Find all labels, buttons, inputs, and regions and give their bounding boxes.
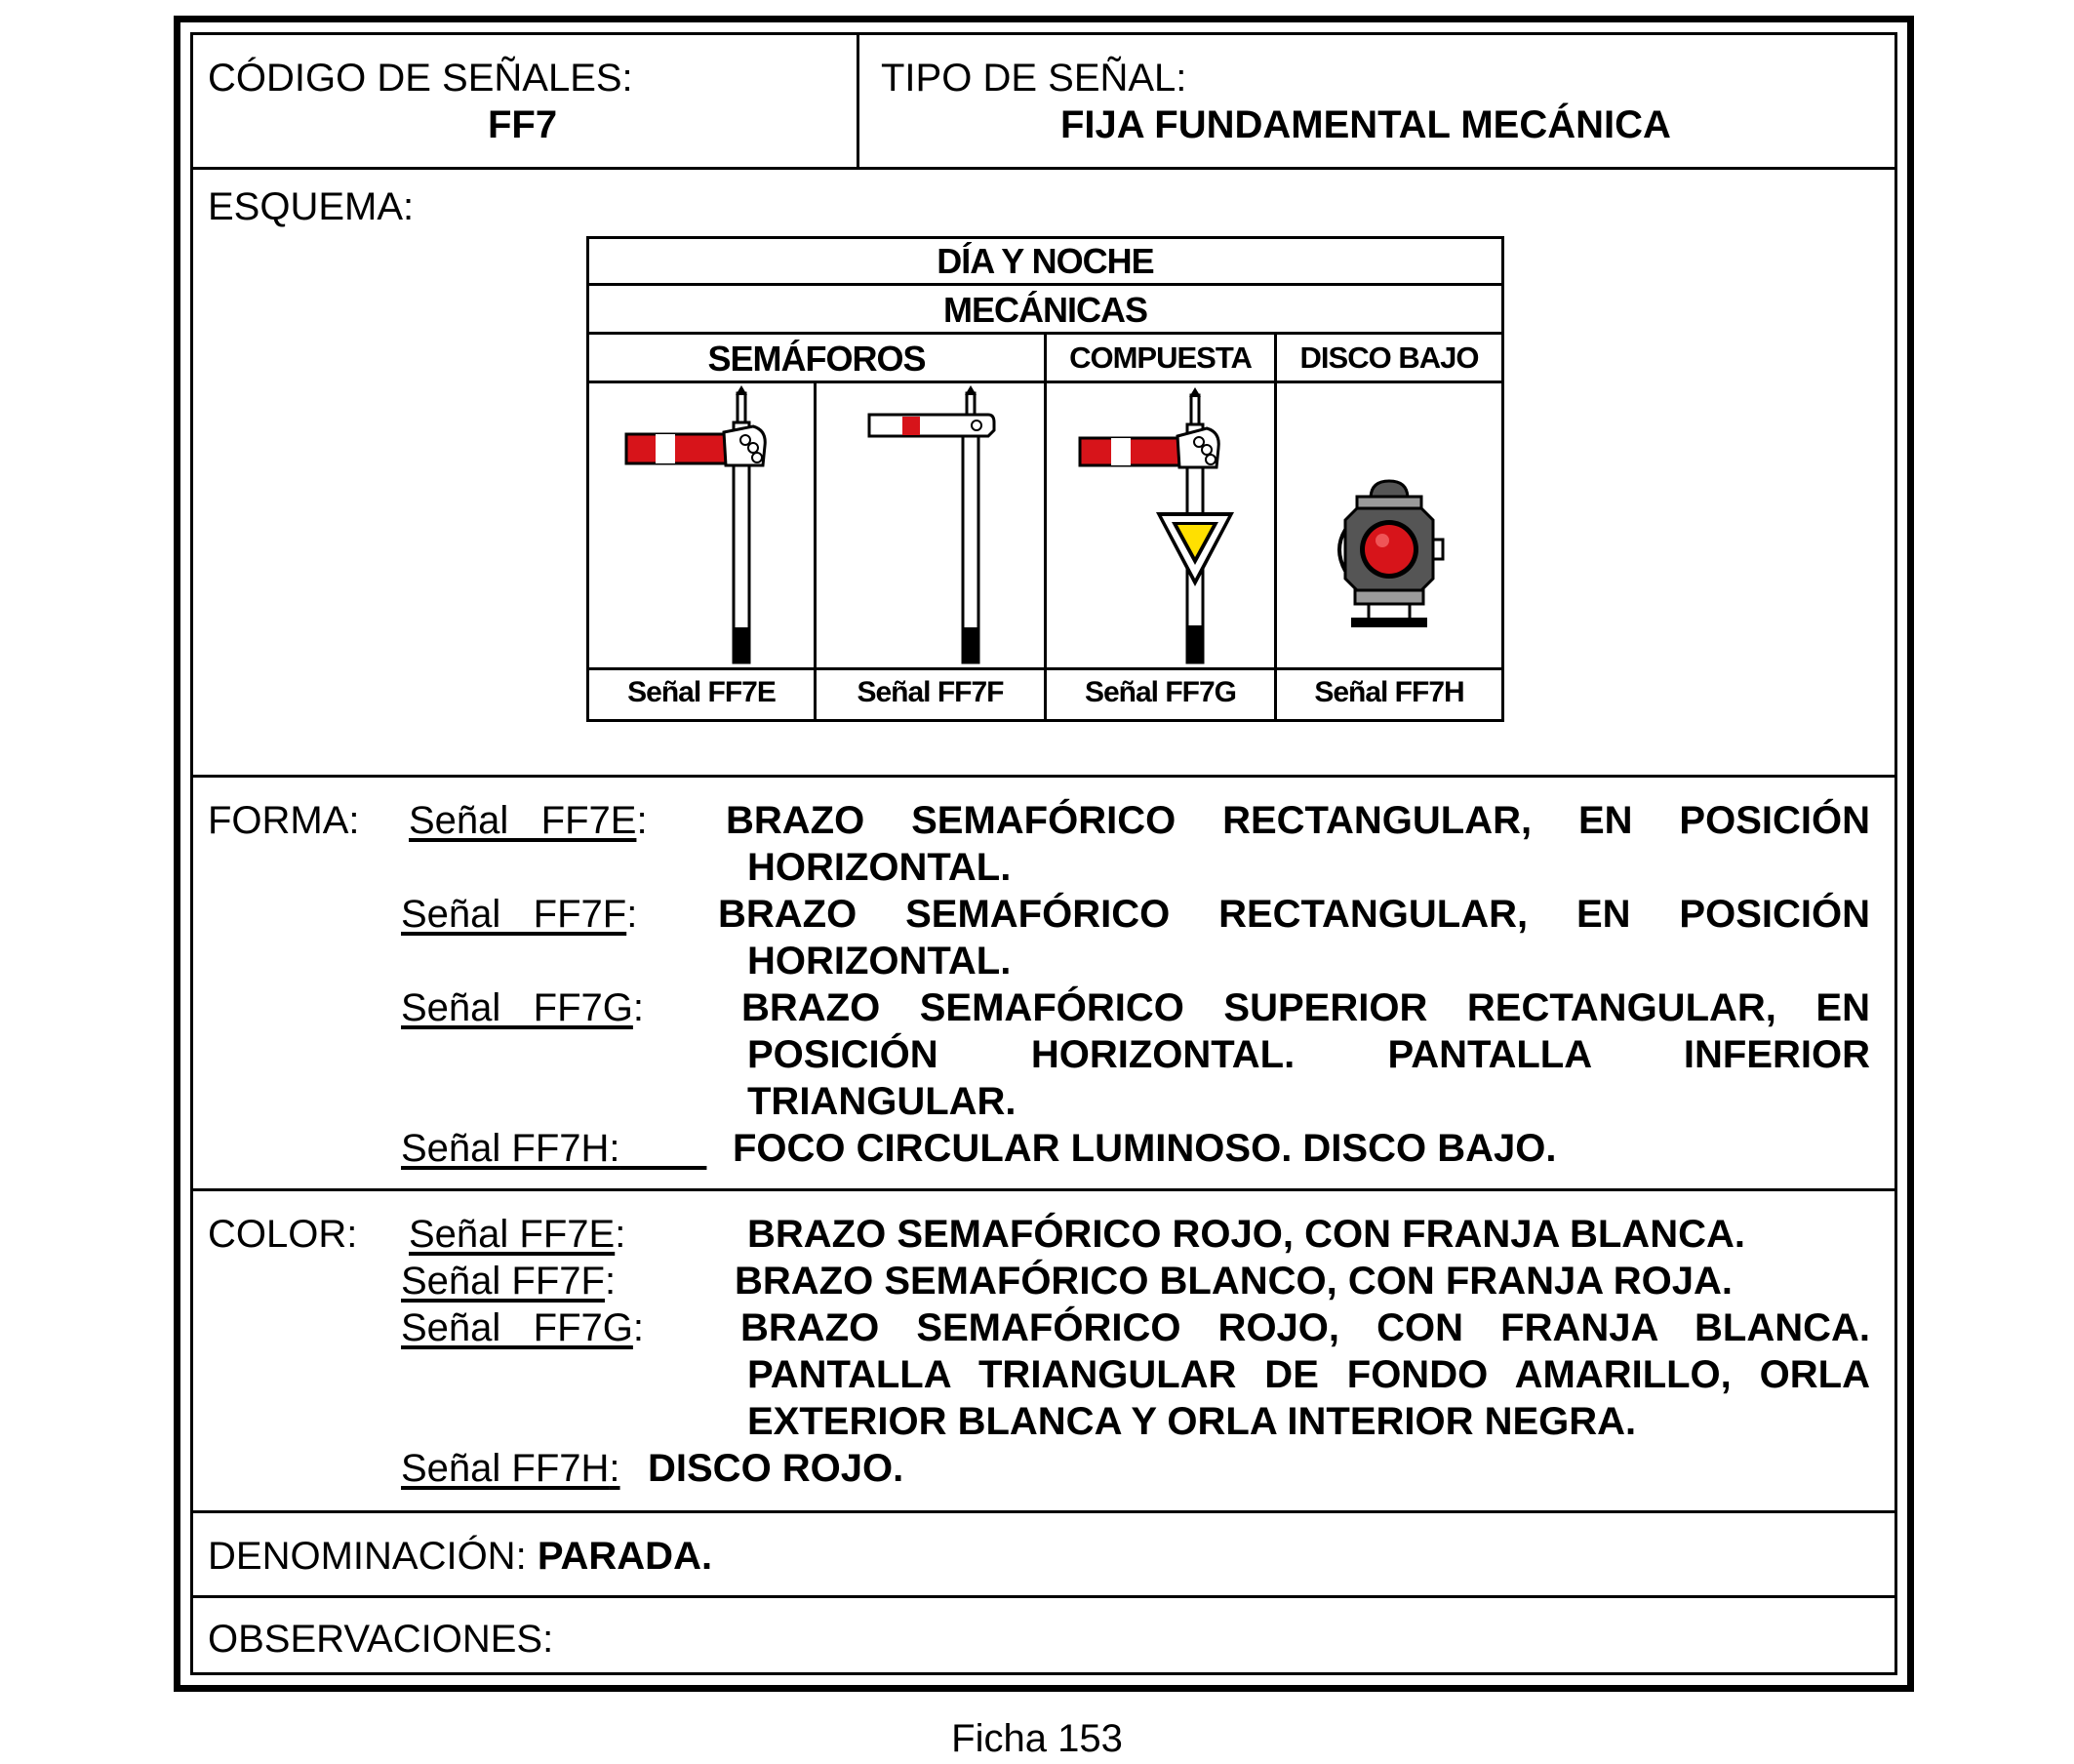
compound-signal-ff7g-icon (1047, 383, 1274, 666)
color-ff7e-line-1: BRAZO SEMAFÓRICO ROJO, CON FRANJA BLANCA. (747, 1213, 1745, 1256)
semaphore-ff7e-icon (589, 383, 814, 666)
denominacion-label: DENOMINACIÓN: (208, 1535, 527, 1578)
card-frame (174, 16, 1914, 1692)
forma-ff7f-line-2: HORIZONTAL. (747, 940, 1012, 982)
observaciones (208, 1616, 553, 1663)
color-label: COLOR: (208, 1213, 358, 1256)
group-compuesta: COMPUESTA (1069, 341, 1252, 375)
color-ff7f-line-1: BRAZO SEMAFÓRICO BLANCO, CON FRANJA ROJA. (735, 1260, 1733, 1303)
color-ff7h-line-1: DISCO ROJO. (648, 1447, 904, 1490)
color-signal-ff7e-sep: : (615, 1213, 626, 1256)
forma-ff7g-line-2: POSICIÓN HORIZONTAL. PANTALLA INFERIOR (747, 1033, 1870, 1076)
color-signal-ff7f-name: Señal FF7F (401, 1260, 605, 1303)
forma-ff7h-line-1: FOCO CIRCULAR LUMINOSO. DISCO BAJO. (733, 1127, 1557, 1170)
signal-label-ff7h: Señal FF7H (1314, 676, 1464, 708)
color-signal-ff7g-sep: : (632, 1306, 644, 1349)
low-disc-ff7h-icon (1277, 383, 1501, 666)
forma-signal-ff7f (401, 891, 637, 938)
page-footer: Ficha 153 (951, 1717, 1123, 1760)
color-signal-ff7f-sep: : (604, 1260, 617, 1303)
tipo-cell (859, 35, 1895, 167)
forma-ff7e-line-1: BRAZO SEMAFÓRICO RECTANGULAR, EN POSICIÓN (726, 799, 1870, 842)
color-ff7g-line-2: PANTALLA TRIANGULAR DE FONDO AMARILLO, ORLA (747, 1353, 1870, 1396)
color-signal-ff7e (409, 1211, 625, 1258)
semaphore-ff7f-icon (817, 383, 1044, 666)
tipo-value: FIJA FUNDAMENTAL MECÁNICA (1060, 103, 1671, 146)
codigo-label: CÓDIGO DE SEÑALES: (208, 57, 633, 100)
color-signal-ff7f (401, 1258, 616, 1304)
diagram-title: DÍA Y NOCHE (937, 241, 1154, 281)
denominacion-row (193, 1513, 1895, 1598)
esquema-row (193, 170, 1895, 778)
forma-signal-ff7g-sep: : (632, 986, 644, 1029)
signals-diagram (586, 236, 1504, 722)
forma-signal-ff7e-name: Señal FF7E (409, 799, 637, 842)
color-signal-ff7g (401, 1304, 644, 1351)
forma-signal-ff7g (401, 984, 644, 1031)
divider (589, 283, 1501, 286)
signal-label-ff7f: Señal FF7F (857, 676, 1004, 708)
color-ff7g-line-3: EXTERIOR BLANCA Y ORLA INTERIOR NEGRA. (747, 1400, 1637, 1443)
forma-signal-ff7f-name: Señal FF7F (401, 893, 627, 936)
group-disco-bajo: DISCO BAJO (1299, 341, 1479, 375)
observaciones-row (193, 1598, 1895, 1676)
observaciones-label: OBSERVACIONES: (208, 1618, 554, 1661)
forma-signal-ff7h-name (401, 1127, 706, 1170)
forma-label: FORMA: (208, 799, 360, 842)
forma-signal-ff7e-sep: : (636, 799, 648, 842)
color-row (193, 1191, 1895, 1513)
esquema-label: ESQUEMA: (208, 185, 415, 228)
color-signal-ff7e-name: Señal FF7E (409, 1213, 616, 1256)
tipo-label: TIPO DE SEÑAL: (881, 57, 1187, 100)
codigo-cell (193, 35, 859, 167)
forma-signal-ff7h-text: Señal FF7H: (401, 1127, 620, 1170)
signal-label-ff7e: Señal FF7E (627, 676, 776, 708)
denominacion-value: PARADA. (537, 1535, 713, 1578)
forma-signal-ff7h (401, 1125, 706, 1172)
forma-signal-ff7e (409, 797, 648, 844)
codigo-value: FF7 (488, 103, 558, 146)
denominacion (208, 1533, 712, 1580)
color-ff7g-line-1: BRAZO SEMAFÓRICO ROJO, CON FRANJA BLANCA. (740, 1306, 1870, 1349)
color-signal-ff7h (401, 1445, 620, 1492)
signal-label-ff7g: Señal FF7G (1084, 676, 1237, 708)
color-signal-ff7h-name: Señal FF7H (401, 1447, 610, 1490)
group-semaforos: SEMÁFOROS (707, 339, 926, 379)
forma-signal-ff7g-name: Señal FF7G (401, 986, 633, 1029)
color-signal-ff7g-name: Señal FF7G (401, 1306, 633, 1349)
forma-ff7e-line-2: HORIZONTAL. (747, 846, 1012, 889)
diagram-subtitle: MECÁNICAS (942, 290, 1147, 330)
forma-ff7g-line-1: BRAZO SEMAFÓRICO SUPERIOR RECTANGULAR, EN (741, 986, 1870, 1029)
forma-ff7f-line-1: BRAZO SEMAFÓRICO RECTANGULAR, EN POSICIÓN (718, 893, 1870, 936)
forma-ff7g-line-3: TRIANGULAR. (747, 1080, 1017, 1123)
forma-signal-ff7f-sep: : (626, 893, 638, 936)
color-signal-ff7h-sep: : (609, 1447, 620, 1490)
card-inner-frame (190, 32, 1897, 1675)
header-row (193, 35, 1895, 170)
forma-row (193, 778, 1895, 1191)
